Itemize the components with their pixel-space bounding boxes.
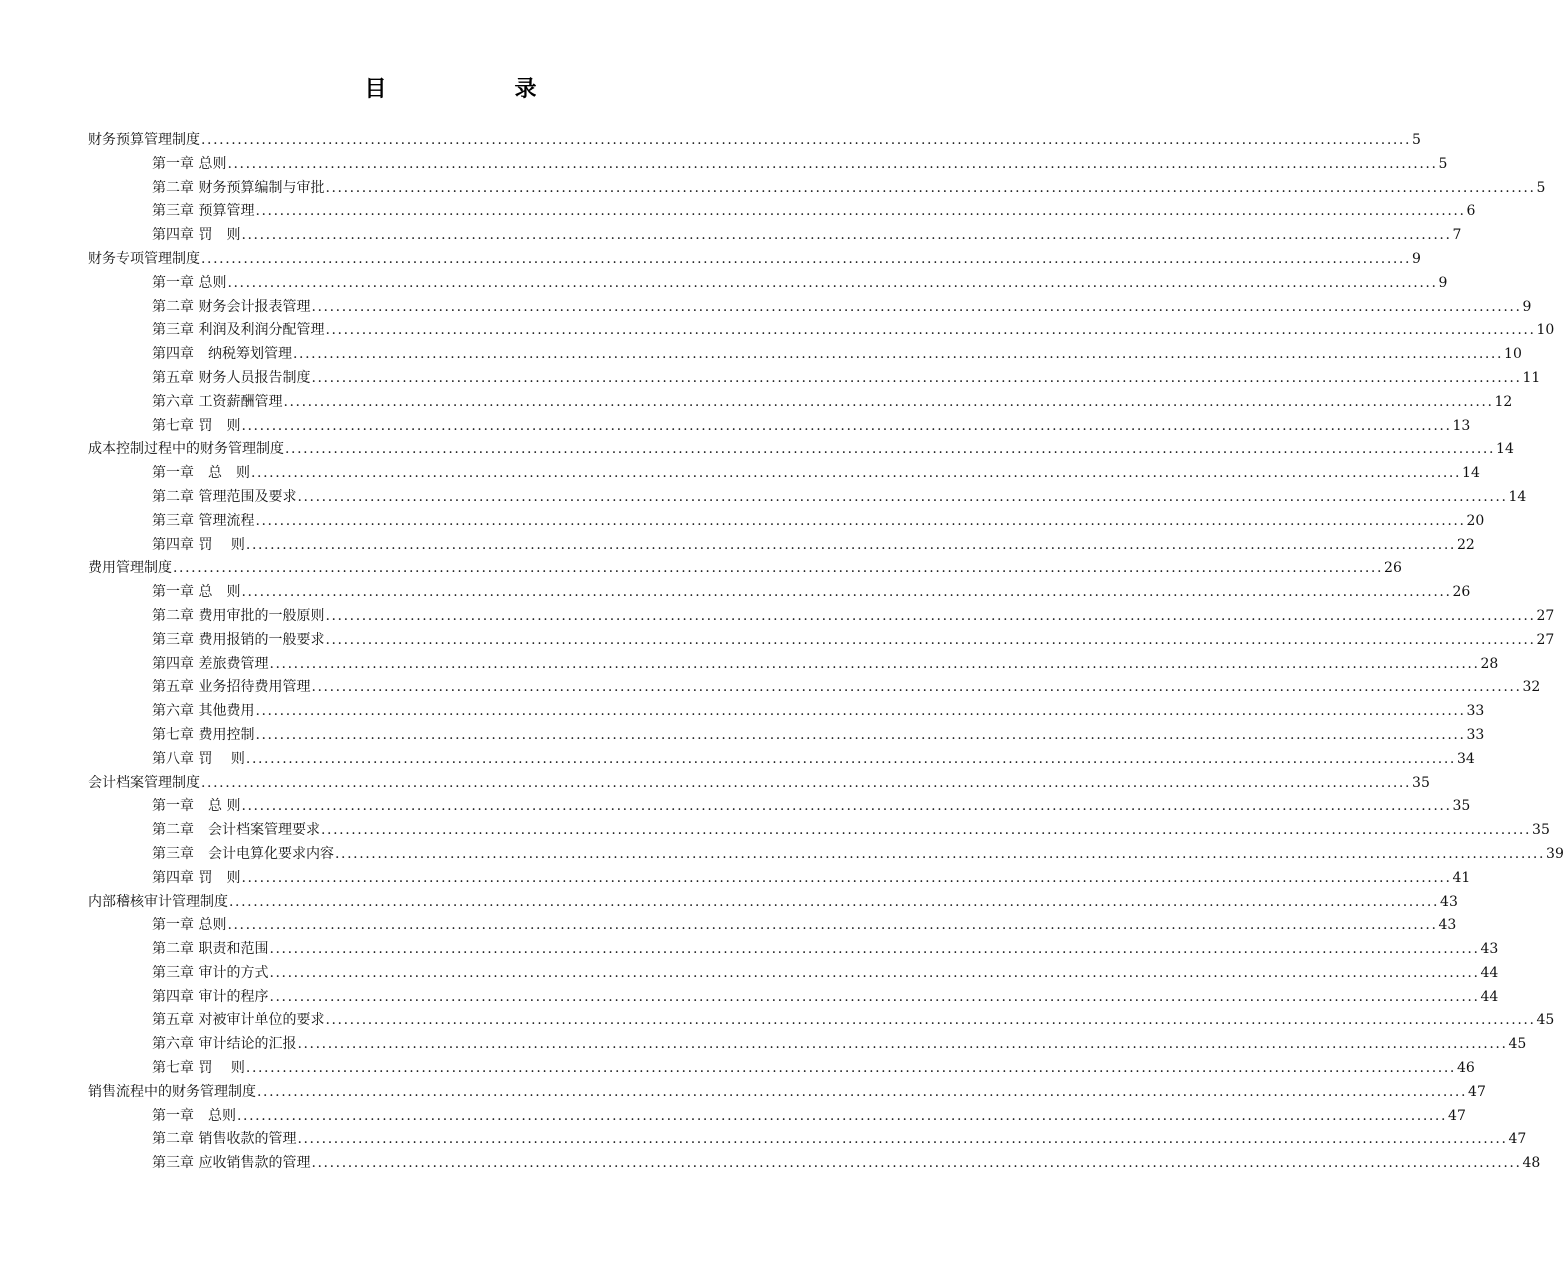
toc-entry-row (152, 724, 1485, 748)
toc-entry-row (88, 772, 1430, 796)
dot-leader: ........................................................................................................................................................................................................ (325, 607, 1536, 624)
toc-page-number: 5 (1536, 179, 1546, 196)
toc-chapter-entry[interactable] (0, 224, 1462, 248)
toc-entry-row (152, 795, 1471, 819)
toc-entry-title: 第四章 纳税筹划管理 (152, 346, 292, 363)
toc-page-number: 22 (1456, 536, 1475, 553)
toc-entry-row (152, 153, 1448, 177)
dot-leader: ........................................................................................................................................................................................................ (311, 298, 1522, 315)
toc-chapter-entry[interactable] (0, 653, 1499, 677)
toc-entry-title: 第一章 总 则 (152, 584, 241, 601)
toc-section-entry[interactable] (0, 248, 1421, 272)
dot-leader: ........................................................................................................................................................................................................ (255, 203, 1466, 220)
toc-page-number: 45 (1536, 1012, 1555, 1029)
toc-chapter-entry[interactable] (0, 938, 1499, 962)
toc-entry-row (152, 415, 1471, 439)
dot-leader: ........................................................................................................................................................................................................ (227, 274, 1438, 291)
toc-entry-title: 第一章 总则 (152, 917, 227, 934)
dot-leader: ........................................................................................................................................................................................................ (229, 893, 1440, 910)
toc-entry-row (152, 843, 1564, 867)
toc-entry-title: 第三章 费用报销的一般要求 (152, 631, 325, 648)
toc-chapter-entry[interactable] (0, 700, 1485, 724)
toc-entry-title: 第一章 总 则 (152, 465, 250, 482)
toc-entry-title: 第二章 销售收款的管理 (152, 1131, 297, 1148)
toc-entry-row (88, 1081, 1486, 1105)
toc-chapter-entry[interactable] (0, 1057, 1475, 1081)
toc-entry-title: 第七章 费用控制 (152, 726, 255, 743)
dot-leader: ........................................................................................................................................................................................................ (269, 964, 1480, 981)
toc-page-number: 35 (1452, 798, 1471, 815)
toc-entry-title: 第一章 总则 (152, 155, 227, 172)
toc-page-number: 48 (1522, 1155, 1541, 1172)
dot-leader: ........................................................................................................................................................................................................ (227, 917, 1438, 934)
dot-leader: ........................................................................................................................................................................................................ (297, 488, 1508, 505)
toc-entry-row (152, 1105, 1466, 1129)
toc-page-number: 35 (1412, 774, 1430, 791)
toc-chapter-entry[interactable] (0, 1033, 1527, 1057)
dot-leader: ........................................................................................................................................................................................................ (201, 774, 1412, 791)
toc-entry-title: 第五章 财务人员报告制度 (152, 369, 311, 386)
toc-chapter-entry[interactable] (0, 510, 1485, 534)
toc-chapter-entry[interactable] (0, 986, 1499, 1010)
toc-entry-row (152, 1033, 1527, 1057)
toc-page-number: 27 (1536, 631, 1555, 648)
toc-entry-title: 第四章 罚 则 (152, 536, 245, 553)
dot-leader: ........................................................................................................................................................................................................ (311, 369, 1522, 386)
toc-page-number: 13 (1452, 417, 1471, 434)
toc-entry-title: 第三章 管理流程 (152, 512, 255, 529)
toc-page-number: 33 (1466, 726, 1485, 743)
toc-entry-row (152, 938, 1499, 962)
toc-page-number: 10 (1536, 322, 1555, 339)
dot-leader: ........................................................................................................................................................................................................ (325, 179, 1536, 196)
dot-leader: ........................................................................................................................................................................................................ (325, 631, 1536, 648)
toc-entry-row (152, 534, 1475, 558)
toc-page-number: 44 (1480, 964, 1499, 981)
toc-chapter-entry[interactable] (0, 1009, 1555, 1033)
toc-page-number: 47 (1508, 1131, 1527, 1148)
dot-leader: ........................................................................................................................................................................................................ (241, 227, 1452, 244)
dot-leader: ........................................................................................................................................................................................................ (251, 465, 1462, 482)
dot-leader: ........................................................................................................................................................................................................ (255, 512, 1466, 529)
toc-entry-row (152, 581, 1471, 605)
toc-entry-title: 第一章 总则 (152, 1107, 236, 1124)
toc-chapter-entry[interactable] (0, 200, 1476, 224)
dot-leader: ........................................................................................................................................................................................................ (325, 322, 1536, 339)
toc-entry-title: 第二章 会计档案管理要求 (152, 822, 320, 839)
toc-entry-title: 第六章 工资薪酬管理 (152, 393, 283, 410)
toc-chapter-entry[interactable] (0, 296, 1532, 320)
toc-entry-row (88, 248, 1421, 272)
dot-leader: ........................................................................................................................................................................................................ (245, 536, 1456, 553)
toc-entry-row (152, 319, 1555, 343)
toc-entry-row (152, 1009, 1555, 1033)
dot-leader: ........................................................................................................................................................................................................ (269, 941, 1480, 958)
toc-page-number: 9 (1412, 250, 1421, 267)
toc-page-number: 43 (1438, 917, 1457, 934)
toc-chapter-entry[interactable] (0, 724, 1485, 748)
toc-entry-title: 第三章 应收销售款的管理 (152, 1155, 311, 1172)
toc-section-entry[interactable] (0, 438, 1514, 462)
toc-entry-row (152, 296, 1532, 320)
dot-leader: ........................................................................................................................................................................................................ (241, 584, 1452, 601)
dot-leader: ........................................................................................................................................................................................................ (293, 346, 1504, 363)
toc-chapter-entry[interactable] (0, 486, 1527, 510)
toc-chapter-entry[interactable] (0, 391, 1513, 415)
toc-entry-row (152, 1152, 1541, 1176)
toc-chapter-entry[interactable] (0, 462, 1480, 486)
dot-leader: ........................................................................................................................................................................................................ (245, 750, 1456, 767)
toc-page-number: 47 (1448, 1107, 1466, 1124)
toc-chapter-entry[interactable] (0, 415, 1471, 439)
toc-entry-title: 第四章 罚 则 (152, 227, 241, 244)
toc-entry-row (152, 177, 1546, 201)
toc-entry-row (152, 629, 1555, 653)
toc-chapter-entry[interactable] (0, 605, 1555, 629)
toc-entry-title: 第六章 其他费用 (152, 703, 255, 720)
toc-page-number: 12 (1494, 393, 1513, 410)
toc-entry-title: 第四章 审计的程序 (152, 988, 269, 1005)
toc-page-number: 32 (1522, 679, 1541, 696)
toc-entry-title: 第三章 预算管理 (152, 203, 255, 220)
toc-chapter-entry[interactable] (0, 367, 1541, 391)
toc-entry-row (152, 676, 1541, 700)
toc-page-number: 26 (1384, 560, 1402, 577)
toc-entry-title: 第三章 利润及利润分配管理 (152, 322, 325, 339)
toc-entry-row (152, 962, 1499, 986)
toc-entry-title: 第三章 会计电算化要求内容 (152, 845, 334, 862)
toc-entry-row (152, 272, 1448, 296)
dot-leader: ........................................................................................................................................................................................................ (321, 822, 1532, 839)
toc-entry-title: 第七章 罚 则 (152, 417, 241, 434)
toc-section-entry[interactable] (0, 772, 1430, 796)
toc-page-number: 7 (1452, 227, 1462, 244)
toc-chapter-entry[interactable] (0, 676, 1541, 700)
toc-entry-row (152, 510, 1485, 534)
toc-page-number: 46 (1456, 1060, 1475, 1077)
toc-page-number: 43 (1440, 893, 1458, 910)
toc-section-entry[interactable] (0, 1081, 1486, 1105)
toc-page-number: 28 (1480, 655, 1499, 672)
toc-page-number: 43 (1480, 941, 1499, 958)
toc-page-number: 26 (1452, 584, 1471, 601)
toc-chapter-entry[interactable] (0, 177, 1546, 201)
page-title: 目 录 (364, 76, 565, 102)
toc-entry-row (152, 224, 1462, 248)
toc-entry-row (152, 367, 1541, 391)
toc-entry-row (152, 343, 1522, 367)
toc-page-number: 33 (1466, 703, 1485, 720)
toc-entry-title: 第一章 总 则 (152, 798, 241, 815)
dot-leader: ........................................................................................................................................................................................................ (201, 132, 1412, 148)
toc-entry-title: 第五章 业务招待费用管理 (152, 679, 311, 696)
toc-chapter-entry[interactable] (0, 843, 1564, 867)
toc-section-entry[interactable] (0, 557, 1402, 581)
toc-entry-row (152, 700, 1485, 724)
toc-entry-row (152, 1128, 1527, 1152)
toc-entry-row (152, 200, 1476, 224)
toc-chapter-entry[interactable] (0, 1152, 1541, 1176)
toc-entry-row (152, 914, 1457, 938)
toc-entry-row (152, 867, 1471, 891)
toc-entry-title: 第八章 罚 则 (152, 750, 245, 767)
dot-leader: ........................................................................................................................................................................................................ (297, 1036, 1508, 1053)
toc-entry-title: 费用管理制度 (88, 560, 172, 577)
dot-leader: ........................................................................................................................................................................................................ (311, 1155, 1522, 1172)
toc-page-number: 14 (1508, 488, 1527, 505)
toc-entry-title: 内部稽核审计管理制度 (88, 893, 228, 910)
dot-leader: ........................................................................................................................................................................................................ (311, 679, 1522, 696)
toc-chapter-entry[interactable] (0, 1105, 1466, 1129)
toc-entry-title: 第五章 对被审计单位的要求 (152, 1012, 325, 1029)
toc-page-number: 44 (1480, 988, 1499, 1005)
toc-entry-title: 第二章 费用审批的一般原则 (152, 607, 325, 624)
toc-entry-title: 第二章 管理范围及要求 (152, 488, 297, 505)
toc-page-number: 47 (1468, 1083, 1486, 1100)
toc-entry-row (88, 557, 1402, 581)
toc-page-number: 14 (1462, 465, 1480, 482)
toc-entry-row (152, 486, 1527, 510)
toc-chapter-entry[interactable] (0, 629, 1555, 653)
dot-leader: ........................................................................................................................................................................................................ (335, 845, 1546, 862)
toc-entry-row (88, 129, 1421, 153)
toc-entry-row (152, 391, 1513, 415)
toc-entry-title: 销售流程中的财务管理制度 (88, 1083, 256, 1100)
dot-leader: ........................................................................................................................................................................................................ (173, 560, 1384, 577)
toc-entry-title: 第二章 财务会计报表管理 (152, 298, 311, 315)
toc-entry-title: 第二章 财务预算编制与审批 (152, 179, 325, 196)
dot-leader: ........................................................................................................................................................................................................ (285, 441, 1496, 458)
toc-entry-title: 成本控制过程中的财务管理制度 (88, 441, 284, 458)
toc-entry-row (152, 462, 1480, 486)
toc-chapter-entry[interactable] (0, 534, 1475, 558)
dot-leader: ........................................................................................................................................................................................................ (237, 1107, 1448, 1124)
toc-chapter-entry[interactable] (0, 962, 1499, 986)
toc-entry-row (88, 438, 1514, 462)
toc-page-number: 5 (1438, 155, 1448, 172)
dot-leader: ........................................................................................................................................................................................................ (241, 869, 1452, 886)
dot-leader: ........................................................................................................................................................................................................ (241, 417, 1452, 434)
toc-chapter-entry[interactable] (0, 343, 1522, 367)
toc-page-number: 45 (1508, 1036, 1527, 1053)
toc-chapter-entry[interactable] (0, 914, 1457, 938)
dot-leader: ........................................................................................................................................................................................................ (227, 155, 1438, 172)
dot-leader: ........................................................................................................................................................................................................ (269, 655, 1480, 672)
toc-chapter-entry[interactable] (0, 867, 1471, 891)
dot-leader: ........................................................................................................................................................................................................ (255, 703, 1466, 720)
toc-page-number: 10 (1504, 346, 1522, 363)
toc-entry-row (152, 653, 1499, 677)
toc-chapter-entry[interactable] (0, 795, 1471, 819)
toc-page-number: 14 (1496, 441, 1514, 458)
toc-entry-title: 第四章 罚 则 (152, 869, 241, 886)
toc-page-number: 5 (1412, 132, 1421, 148)
toc-page-number: 20 (1466, 512, 1485, 529)
toc-entry-title: 财务预算管理制度 (88, 132, 200, 148)
toc-entry-title: 财务专项管理制度 (88, 250, 200, 267)
dot-leader: ........................................................................................................................................................................................................ (269, 988, 1480, 1005)
toc-entry-title: 第六章 审计结论的汇报 (152, 1036, 297, 1053)
toc-entry-title: 第一章 总则 (152, 274, 227, 291)
toc-entry-row (152, 819, 1550, 843)
dot-leader: ........................................................................................................................................................................................................ (201, 250, 1412, 267)
toc-entry-title: 第二章 职责和范围 (152, 941, 269, 958)
toc-chapter-entry[interactable] (0, 819, 1550, 843)
toc-page-number: 34 (1456, 750, 1475, 767)
toc-chapter-entry[interactable] (0, 1128, 1527, 1152)
toc-chapter-entry[interactable] (0, 272, 1448, 296)
toc-entry-row (152, 1057, 1475, 1081)
toc-chapter-entry[interactable] (0, 153, 1448, 177)
toc-page-number: 11 (1522, 369, 1541, 386)
table-of-contents (0, 129, 1564, 1176)
toc-entry-title: 第七章 罚 则 (152, 1060, 245, 1077)
dot-leader: ........................................................................................................................................................................................................ (245, 1060, 1456, 1077)
dot-leader: ........................................................................................................................................................................................................ (255, 726, 1466, 743)
toc-section-entry[interactable] (0, 129, 1421, 153)
toc-section-entry[interactable] (0, 891, 1458, 915)
dot-leader: ........................................................................................................................................................................................................ (257, 1083, 1468, 1100)
toc-chapter-entry[interactable] (0, 748, 1475, 772)
toc-entry-row (152, 748, 1475, 772)
toc-entry-row (152, 605, 1555, 629)
toc-page-number: 35 (1532, 822, 1550, 839)
toc-entry-title: 会计档案管理制度 (88, 774, 200, 791)
toc-entry-title: 第三章 审计的方式 (152, 964, 269, 981)
toc-page-number: 41 (1452, 869, 1471, 886)
toc-page-number: 9 (1522, 298, 1532, 315)
toc-page-number: 27 (1536, 607, 1555, 624)
dot-leader: ........................................................................................................................................................................................................ (297, 1131, 1508, 1148)
toc-page-number: 9 (1438, 274, 1448, 291)
dot-leader: ........................................................................................................................................................................................................ (325, 1012, 1536, 1029)
toc-page-number: 39 (1546, 845, 1564, 862)
toc-page-number: 6 (1466, 203, 1476, 220)
toc-chapter-entry[interactable] (0, 319, 1555, 343)
toc-chapter-entry[interactable] (0, 581, 1471, 605)
toc-entry-row (152, 986, 1499, 1010)
toc-entry-title: 第四章 差旅费管理 (152, 655, 269, 672)
dot-leader: ........................................................................................................................................................................................................ (283, 393, 1494, 410)
dot-leader: ........................................................................................................................................................................................................ (241, 798, 1452, 815)
toc-entry-row (88, 891, 1458, 915)
